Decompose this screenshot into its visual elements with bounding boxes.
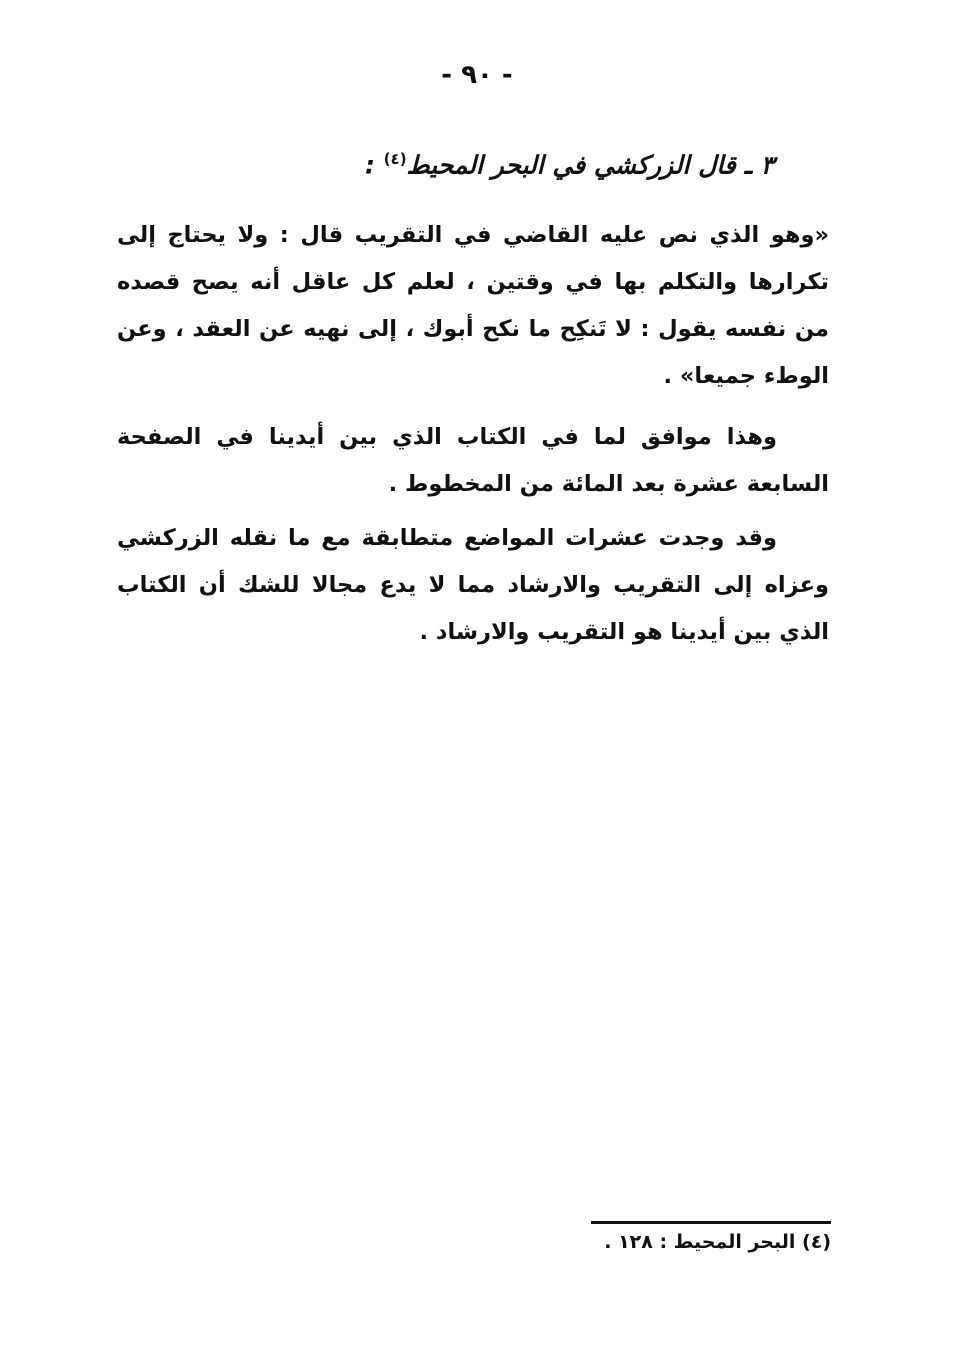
footnote: (٤) البحر المحيط : ١٢٨ . — [604, 1231, 831, 1253]
footnote-separator — [591, 1221, 831, 1224]
body-paragraph: وهذا موافق لما في الكتاب الذي بين أيدينا في الصفحة السابعة عشرة بعد المائة من المخطوط . — [117, 424, 829, 497]
body-paragraph: وقد وجدت عشرات المواضع متطابقة مع ما نقله الزركشي وعزاه إلى التقريب والارشاد مما لا يدع مجالا للشك أن الكتاب الذي بين أيدينا هو التقريب والارشاد . — [117, 525, 829, 645]
footnote-reference: (٤) — [383, 150, 407, 168]
page-number: - ٩٠ - — [441, 60, 513, 90]
section-heading — [365, 150, 774, 179]
heading-colon: : — [364, 150, 384, 180]
quoted-paragraph: «وهو الذي نص عليه القاضي في التقريب قال : ولا يحتاج إلى تكرارها والتكلم بها في وقتين ، لعلم كل عاقل أنه يصح قصده من نفسه يقول : لا تَنكِح ما نكح أبوك ، إلى نهيه عن العقد ، وعن الوطء جميعا» . — [117, 222, 829, 389]
section-heading-text: ٣ ـ قال الزركشي في البحر المحيط — [406, 150, 774, 180]
